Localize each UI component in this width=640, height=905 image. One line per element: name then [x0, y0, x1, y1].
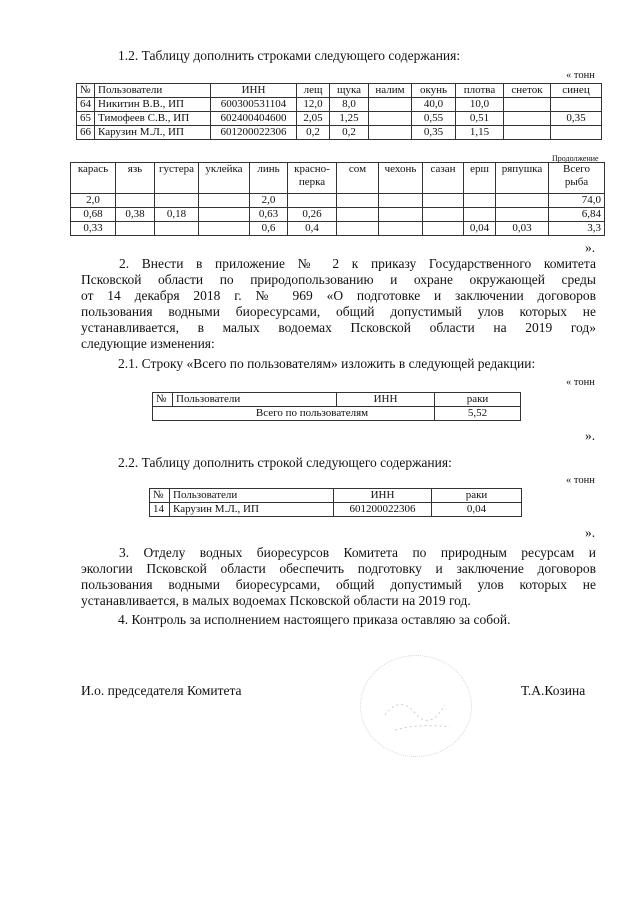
table-row [150, 503, 522, 517]
col-header: ИНН [337, 393, 435, 407]
col-header: раки [432, 489, 522, 503]
table-cell: 12,0 [297, 98, 330, 112]
table-cell [379, 208, 423, 222]
table-cell [369, 98, 412, 112]
section-2-line-6: следующие изменения: [81, 336, 215, 351]
section-2-line-4: пользования водными биоресурсами, общий допустимый улов которых не [81, 304, 596, 319]
col-header: лещ [297, 84, 330, 98]
table-cell [199, 194, 250, 208]
col-header: Пользователи [173, 393, 337, 407]
table-cell [551, 98, 602, 112]
table-cell: 0,03 [496, 222, 549, 236]
table-cell: 0,55 [412, 112, 456, 126]
table-cell: Тимофеев С.В., ИП [95, 112, 211, 126]
table-cell: 40,0 [412, 98, 456, 112]
table-cell: 8,0 [330, 98, 369, 112]
table-row [71, 222, 605, 236]
table-cell [199, 222, 250, 236]
table-cell: Никитин В.В., ИП [95, 98, 211, 112]
table-cell [337, 222, 379, 236]
col-header: Всего рыба [549, 163, 605, 194]
col-header: Пользователи [170, 489, 334, 503]
section-4-text: 4. Контроль за исполнением настоящего приказа оставляю за собой. [118, 612, 511, 627]
col-header: линь [250, 163, 288, 194]
col-header: снеток [504, 84, 551, 98]
signatory-position: И.о. председателя Комитета [81, 683, 242, 698]
table-row [77, 112, 602, 126]
col-header: окунь [412, 84, 456, 98]
continuation-label: Продолжение [552, 154, 599, 163]
section-2-line-5: устанавливается, в малых водоемах Псковской области на 2019 год» [81, 320, 596, 335]
table-cell [423, 208, 464, 222]
unit-note-3: « тонн [566, 475, 595, 486]
table-cell: 0,51 [456, 112, 504, 126]
col-header: сазан [423, 163, 464, 194]
section-3-line-4: устанавливается, в малых водоемах Псковской области на 2019 год. [81, 593, 471, 608]
table-cell: 601200022306 [211, 126, 297, 140]
table-cell [379, 194, 423, 208]
section-2-line-1: 2. Внести в приложение № 2 к приказу Государственного комитета [119, 256, 596, 271]
table-header-row [77, 84, 602, 98]
col-header: налим [369, 84, 412, 98]
fish-quota-table-2 [70, 162, 605, 236]
table-cell: 0,6 [250, 222, 288, 236]
table-cell [369, 112, 412, 126]
table-cell [369, 126, 412, 140]
added-row-table [149, 488, 522, 517]
col-header: ИНН [211, 84, 297, 98]
table-cell: 2,0 [71, 194, 116, 208]
table-header-row [153, 393, 521, 407]
table-cell: 0,38 [116, 208, 155, 222]
col-header: карась [71, 163, 116, 194]
col-header: раки [435, 393, 521, 407]
table-cell [337, 208, 379, 222]
col-header: плотва [456, 84, 504, 98]
section-3-line-3: пользования водными биоресурсами, общий допустимый улов которых не [81, 577, 596, 592]
col-header: ряпушка [496, 163, 549, 194]
col-header: сом [337, 163, 379, 194]
section-1-2-heading: 1.2. Таблицу дополнить строками следующего содержания: [118, 48, 461, 63]
total-table [152, 392, 521, 421]
total-label: Всего по пользователям [153, 407, 435, 421]
table-cell [423, 222, 464, 236]
fish-quota-table-1 [76, 83, 602, 140]
section-3-line-1: 3. Отделу водных биоресурсов Комитета по природным ресурсам и [119, 545, 596, 560]
total-value: 5,52 [435, 407, 521, 421]
table-cell [423, 194, 464, 208]
col-header: красно- перка [288, 163, 337, 194]
table-cell: 0,26 [288, 208, 337, 222]
table-cell: 3,3 [549, 222, 605, 236]
table-cell: 2,05 [297, 112, 330, 126]
item-2-1-text: 2.1. Строку «Всего по пользователям» изложить в следующей редакции: [118, 356, 536, 371]
table-cell [504, 98, 551, 112]
col-header: № [77, 84, 95, 98]
row-number: 14 [150, 503, 170, 517]
col-header: чехонь [379, 163, 423, 194]
table-cell [199, 208, 250, 222]
table-cell [288, 194, 337, 208]
col-header: ерш [464, 163, 496, 194]
table-cell: 65 [77, 112, 95, 126]
table-cell [337, 194, 379, 208]
table-cell [155, 222, 199, 236]
table-cell: 2,0 [250, 194, 288, 208]
signatory-name: Т.А.Козина [521, 683, 586, 698]
table-cell: 74,0 [549, 194, 605, 208]
table-cell: 0,35 [551, 112, 602, 126]
table-cell [496, 194, 549, 208]
table-row [71, 194, 605, 208]
table-cell: 0,2 [297, 126, 330, 140]
col-header: № [153, 393, 173, 407]
table-cell: 600300531104 [211, 98, 297, 112]
table-cell: 0,4 [288, 222, 337, 236]
close-quote-3: ». [585, 525, 596, 540]
table-cell: 0,2 [330, 126, 369, 140]
table-cell: 6,84 [549, 208, 605, 222]
table-cell [551, 126, 602, 140]
table-cell: 1,25 [330, 112, 369, 126]
col-header: Пользователи [95, 84, 211, 98]
table-cell [504, 112, 551, 126]
table-cell [155, 194, 199, 208]
table-header-row [150, 489, 522, 503]
table-cell: 0,18 [155, 208, 199, 222]
col-header: щука [330, 84, 369, 98]
signature-mark [375, 675, 465, 745]
section-3-line-2: экологии Псковской области обеспечить подготовку и заключение договоров [81, 561, 596, 576]
table-cell: 0,33 [71, 222, 116, 236]
col-header: уклейка [199, 163, 250, 194]
section-2-line-2: Псковской области по природопользованию и охране окружающей среды [81, 272, 596, 287]
close-quote-2: ». [585, 428, 596, 443]
section-2-line-3: от 14 декабря 2018 г. № 969 «О подготовке и заключении договоров [81, 288, 596, 303]
table-row [77, 126, 602, 140]
close-quote-1: ». [585, 240, 596, 255]
table-cell [464, 208, 496, 222]
table-row [77, 98, 602, 112]
table-cell [496, 208, 549, 222]
item-2-2-text: 2.2. Таблицу дополнить строкой следующего содержания: [118, 455, 452, 470]
col-header: ИНН [334, 489, 432, 503]
col-header: язь [116, 163, 155, 194]
table-cell: 0,35 [412, 126, 456, 140]
table-header-row [71, 163, 605, 194]
col-header: № [150, 489, 170, 503]
table-cell [504, 126, 551, 140]
table-cell [116, 194, 155, 208]
table-cell: 66 [77, 126, 95, 140]
table-cell: 0,68 [71, 208, 116, 222]
table-cell: 10,0 [456, 98, 504, 112]
user-name: Карузин М.Л., ИП [170, 503, 334, 517]
table-cell: Карузин М.Л., ИП [95, 126, 211, 140]
value: 0,04 [432, 503, 522, 517]
table-cell [116, 222, 155, 236]
table-cell: 0,04 [464, 222, 496, 236]
inn: 601200022306 [334, 503, 432, 517]
table-row [153, 407, 521, 421]
table-cell: 602400404600 [211, 112, 297, 126]
table-cell [379, 222, 423, 236]
unit-note-2: « тонн [566, 377, 595, 388]
table-cell [464, 194, 496, 208]
col-header: густера [155, 163, 199, 194]
table-cell: 0,63 [250, 208, 288, 222]
col-header: синец [551, 84, 602, 98]
table-cell: 1,15 [456, 126, 504, 140]
unit-note-1: « тонн [566, 70, 595, 81]
table-cell: 64 [77, 98, 95, 112]
table-row [71, 208, 605, 222]
